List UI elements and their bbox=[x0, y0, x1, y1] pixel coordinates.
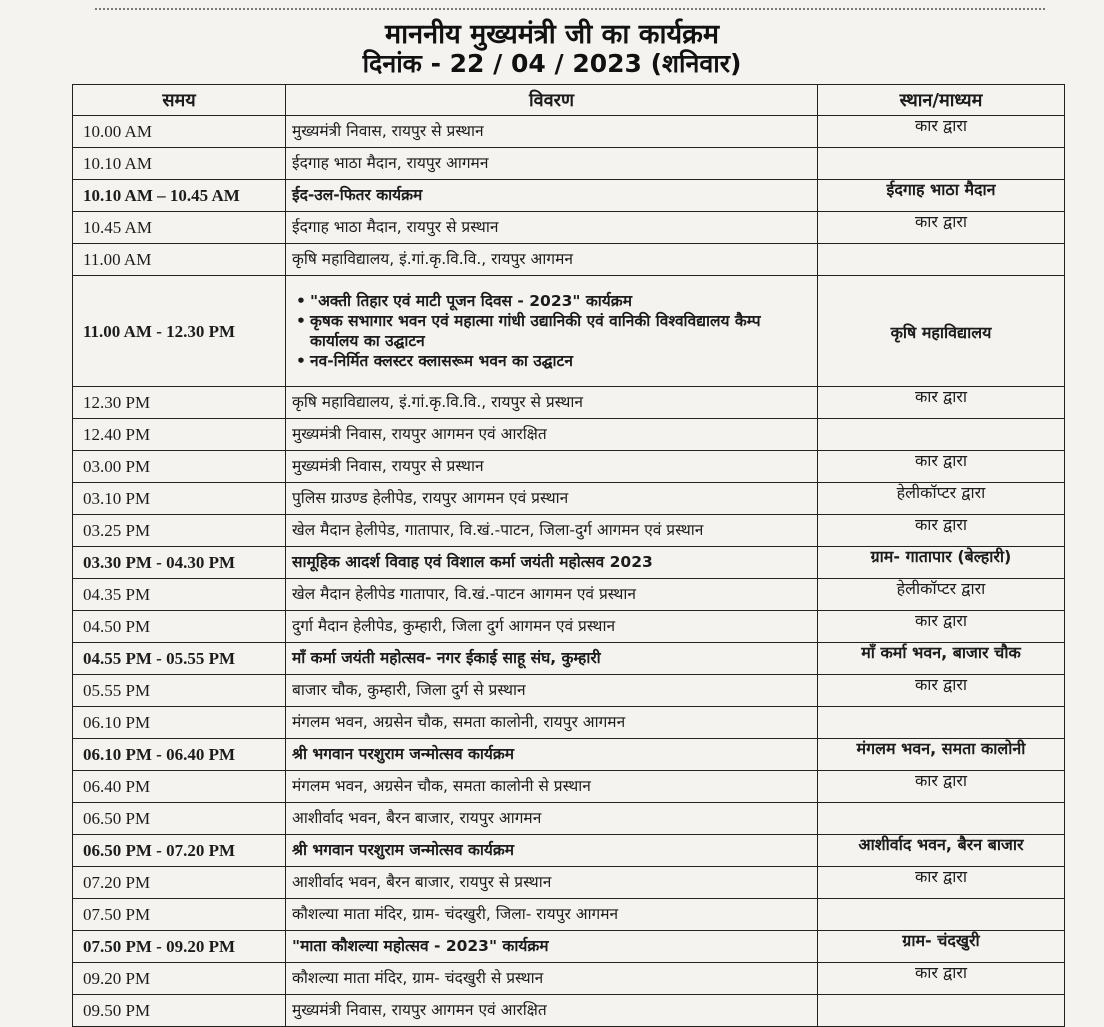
details-cell: मुख्यमंत्री निवास, रायपुर आगमन एवं आरक्षित bbox=[286, 995, 818, 1027]
page-title: माननीय मुख्यमंत्री जी का कार्यक्रम bbox=[384, 19, 720, 50]
place-cell: कार द्वारा bbox=[818, 451, 1065, 483]
table-row bbox=[73, 547, 1065, 579]
table-row bbox=[73, 803, 1065, 835]
time-cell: 06.10 PM bbox=[73, 707, 286, 739]
table-row bbox=[73, 931, 1065, 963]
event-bullet-item: • कृषक सभागार भवन एवं महात्मा गांधी उद्यानिकी एवं वानिकी विश्वविद्यालय कैम्प कार्यालय का उद्घाटन bbox=[310, 311, 811, 351]
time-cell: 03.00 PM bbox=[73, 451, 286, 483]
table-row bbox=[73, 739, 1065, 771]
place-cell: कार द्वारा bbox=[818, 611, 1065, 643]
table-row bbox=[73, 643, 1065, 675]
time-cell: 06.50 PM bbox=[73, 803, 286, 835]
details-cell: कौशल्या माता मंदिर, ग्राम- चंदखुरी, जिला- रायपुर आगमन bbox=[286, 899, 818, 931]
table-row bbox=[73, 771, 1065, 803]
time-cell: 11.00 AM bbox=[73, 244, 286, 276]
place-cell: कार द्वारा bbox=[818, 771, 1065, 803]
place-cell: कार द्वारा bbox=[818, 675, 1065, 707]
place-cell bbox=[818, 419, 1065, 451]
details-cell: मंगलम भवन, अग्रसेन चौक, समता कालोनी से प्रस्थान bbox=[286, 771, 818, 803]
place-cell: माँ कर्मा भवन, बाजार चौक bbox=[818, 643, 1065, 675]
place-cell bbox=[818, 244, 1065, 276]
place-cell: ईदगाह भाठा मैदान bbox=[818, 180, 1065, 212]
details-cell: मुख्यमंत्री निवास, रायपुर आगमन एवं आरक्षित bbox=[286, 419, 818, 451]
table-row bbox=[73, 995, 1065, 1027]
details-cell: आशीर्वाद भवन, बैरन बाजार, रायपुर आगमन bbox=[286, 803, 818, 835]
table-header-row bbox=[73, 85, 1065, 116]
details-cell: श्री भगवान परशुराम जन्मोत्सव कार्यक्रम bbox=[286, 835, 818, 867]
time-cell: 06.50 PM - 07.20 PM bbox=[73, 835, 286, 867]
table-row bbox=[73, 244, 1065, 276]
time-cell: 04.35 PM bbox=[73, 579, 286, 611]
details-cell: सामूहिक आदर्श विवाह एवं विशाल कर्मा जयंती महोत्सव 2023 bbox=[286, 547, 818, 579]
schedule-body bbox=[73, 116, 1065, 1027]
details-cell bbox=[286, 276, 818, 387]
place-cell: ग्राम- गातापार (बेल्हारी) bbox=[818, 547, 1065, 579]
time-cell: 06.40 PM bbox=[73, 771, 286, 803]
details-cell: ईदगाह भाठा मैदान, रायपुर से प्रस्थान bbox=[286, 212, 818, 244]
table-row bbox=[73, 707, 1065, 739]
time-cell: 09.50 PM bbox=[73, 995, 286, 1027]
date-line: दिनांक - 22 / 04 / 2023 (शनिवार) bbox=[362, 49, 742, 78]
schedule-table bbox=[72, 84, 1065, 1027]
time-cell: 12.40 PM bbox=[73, 419, 286, 451]
time-cell: 04.55 PM - 05.55 PM bbox=[73, 643, 286, 675]
table-row bbox=[73, 483, 1065, 515]
time-cell: 11.00 AM - 12.30 PM bbox=[73, 276, 286, 387]
table-row bbox=[73, 515, 1065, 547]
place-cell: ग्राम- चंदखुरी bbox=[818, 931, 1065, 963]
table-row bbox=[73, 867, 1065, 899]
table-row bbox=[73, 276, 1065, 387]
details-cell: कौशल्या माता मंदिर, ग्राम- चंदखुरी से प्रस्थान bbox=[286, 963, 818, 995]
table-row bbox=[73, 963, 1065, 995]
table-row bbox=[73, 180, 1065, 212]
table-row bbox=[73, 212, 1065, 244]
time-cell: 03.25 PM bbox=[73, 515, 286, 547]
time-cell: 10.00 AM bbox=[73, 116, 286, 148]
event-bullet-list bbox=[292, 291, 811, 371]
top-dotted-divider bbox=[95, 8, 1045, 10]
details-cell: श्री भगवान परशुराम जन्मोत्सव कार्यक्रम bbox=[286, 739, 818, 771]
time-cell: 10.10 AM – 10.45 AM bbox=[73, 180, 286, 212]
column-header-details: विवरण bbox=[286, 85, 818, 116]
time-cell: 05.55 PM bbox=[73, 675, 286, 707]
details-cell: कृषि महाविद्यालय, इं.गां.कृ.वि.वि., रायपुर आगमन bbox=[286, 244, 818, 276]
place-cell: कार द्वारा bbox=[818, 387, 1065, 419]
column-header-time: समय bbox=[73, 85, 286, 116]
place-cell bbox=[818, 148, 1065, 180]
place-cell: कार द्वारा bbox=[818, 867, 1065, 899]
place-cell: मंगलम भवन, समता कालोनी bbox=[818, 739, 1065, 771]
details-cell: मुख्यमंत्री निवास, रायपुर से प्रस्थान bbox=[286, 451, 818, 483]
details-cell: ईद-उल-फितर कार्यक्रम bbox=[286, 180, 818, 212]
table-row bbox=[73, 116, 1065, 148]
time-cell: 06.10 PM - 06.40 PM bbox=[73, 739, 286, 771]
time-cell: 07.50 PM - 09.20 PM bbox=[73, 931, 286, 963]
place-cell: आशीर्वाद भवन, बैरन बाजार bbox=[818, 835, 1065, 867]
table-row bbox=[73, 835, 1065, 867]
table-row bbox=[73, 387, 1065, 419]
place-cell: कार द्वारा bbox=[818, 515, 1065, 547]
time-cell: 12.30 PM bbox=[73, 387, 286, 419]
place-cell: कार द्वारा bbox=[818, 963, 1065, 995]
place-cell: कृषि महाविद्यालय bbox=[818, 276, 1065, 387]
details-cell: दुर्गा मैदान हेलीपेड, कुम्हारी, जिला दुर्ग आगमन एवं प्रस्थान bbox=[286, 611, 818, 643]
details-cell: "माता कौशल्या महोत्सव - 2023" कार्यक्रम bbox=[286, 931, 818, 963]
details-cell: बाजार चौक, कुम्हारी, जिला दुर्ग से प्रस्थान bbox=[286, 675, 818, 707]
place-cell bbox=[818, 803, 1065, 835]
time-cell: 10.10 AM bbox=[73, 148, 286, 180]
place-cell: हेलीकॉप्टर द्वारा bbox=[818, 579, 1065, 611]
time-cell: 07.20 PM bbox=[73, 867, 286, 899]
time-cell: 07.50 PM bbox=[73, 899, 286, 931]
details-cell: ईदगाह भाठा मैदान, रायपुर आगमन bbox=[286, 148, 818, 180]
place-cell bbox=[818, 899, 1065, 931]
table-row bbox=[73, 148, 1065, 180]
table-row bbox=[73, 675, 1065, 707]
time-cell: 03.10 PM bbox=[73, 483, 286, 515]
place-cell: हेलीकॉप्टर द्वारा bbox=[818, 483, 1065, 515]
place-cell bbox=[818, 995, 1065, 1027]
details-cell: खेल मैदान हेलीपेड, गातापार, वि.खं.-पाटन, जिला-दुर्ग आगमन एवं प्रस्थान bbox=[286, 515, 818, 547]
details-cell: कृषि महाविद्यालय, इं.गां.कृ.वि.वि., रायपुर से प्रस्थान bbox=[286, 387, 818, 419]
details-cell: खेल मैदान हेलीपेड गातापार, वि.खं.-पाटन आगमन एवं प्रस्थान bbox=[286, 579, 818, 611]
details-cell: पुलिस ग्राउण्ड हेलीपेड, रायपुर आगमन एवं प्रस्थान bbox=[286, 483, 818, 515]
details-cell: मुख्यमंत्री निवास, रायपुर से प्रस्थान bbox=[286, 116, 818, 148]
place-cell: कार द्वारा bbox=[818, 212, 1065, 244]
time-cell: 10.45 AM bbox=[73, 212, 286, 244]
place-cell bbox=[818, 707, 1065, 739]
event-bullet-item: • नव-निर्मित क्लस्टर क्लासरूम भवन का उद्घाटन bbox=[310, 351, 811, 371]
table-row bbox=[73, 899, 1065, 931]
table-row bbox=[73, 451, 1065, 483]
table-row bbox=[73, 611, 1065, 643]
details-cell: मंगलम भवन, अग्रसेन चौक, समता कालोनी, रायपुर आगमन bbox=[286, 707, 818, 739]
details-cell: माँ कर्मा जयंती महोत्सव- नगर ईकाई साहू संघ, कुम्हारी bbox=[286, 643, 818, 675]
table-row bbox=[73, 419, 1065, 451]
details-cell: आशीर्वाद भवन, बैरन बाजार, रायपुर से प्रस्थान bbox=[286, 867, 818, 899]
place-cell: कार द्वारा bbox=[818, 116, 1065, 148]
table-row bbox=[73, 579, 1065, 611]
column-header-place: स्थान/माध्यम bbox=[818, 85, 1065, 116]
time-cell: 03.30 PM - 04.30 PM bbox=[73, 547, 286, 579]
time-cell: 04.50 PM bbox=[73, 611, 286, 643]
time-cell: 09.20 PM bbox=[73, 963, 286, 995]
event-bullet-item: • "अक्ती तिहार एवं माटी पूजन दिवस - 2023" कार्यक्रम bbox=[310, 291, 811, 311]
